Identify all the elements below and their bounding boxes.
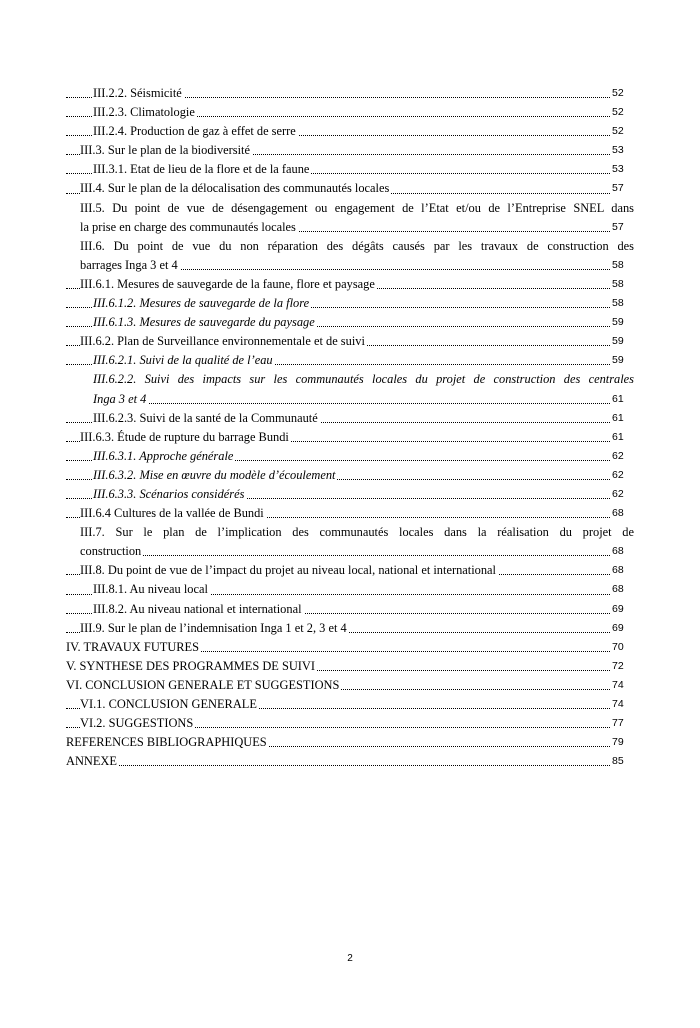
toc-entry[interactable] [66, 733, 634, 752]
toc-entry-title-line2 [80, 218, 612, 237]
toc-entry-title: Inga 3 et 4 [93, 391, 147, 406]
toc-entry[interactable] [66, 580, 634, 599]
toc-entry-page: 58 [611, 275, 634, 294]
toc-entry-page: 58 [611, 294, 634, 313]
toc-entry-title: III.6.3.3. Scénarios considérés [93, 486, 245, 501]
toc-entry-page: 62 [611, 485, 634, 504]
toc-entry-title: III.8.1. Au niveau local [93, 582, 208, 597]
toc-entry[interactable] [66, 275, 634, 294]
toc-entry-title-line1: III.5. Du point de vue de désengagement ou engagement de l’Etat et/ou de l’Entreprise SNEL dans [80, 200, 634, 215]
toc-entry-title: III.6.3. Étude de rupture du barrage Bundi [80, 429, 289, 444]
toc-entry-page: 68 [611, 561, 634, 580]
toc-entry[interactable] [66, 752, 634, 771]
toc-entry-page: 59 [611, 351, 634, 370]
toc-entry[interactable] [66, 447, 634, 466]
toc-entry-page: 61 [611, 428, 634, 447]
toc-entry[interactable] [66, 638, 634, 657]
toc-entry-title: III.6.2. Plan de Surveillance environnementale et de suivi [80, 334, 365, 349]
leader-dots [66, 765, 612, 766]
toc-entry-page: 69 [611, 600, 634, 619]
toc-entry-page: 58 [611, 256, 634, 275]
toc-entry-page: 59 [611, 313, 634, 332]
toc-entry-page: 52 [611, 103, 634, 122]
toc-entry-page: 74 [611, 695, 634, 714]
toc-entry-title: VI.1. CONCLUSION GENERALE [80, 697, 257, 711]
toc-entry[interactable] [66, 504, 634, 523]
leader-dots [80, 555, 612, 556]
toc-entry-page: 61 [611, 390, 634, 409]
toc-entry-title: III.9. Sur le plan de l’indemnisation Inga 1 et 2, 3 et 4 [80, 620, 347, 635]
toc-entry[interactable] [66, 485, 634, 504]
toc-entry[interactable] [66, 122, 634, 141]
toc-entry-title: III.6.4 Cultures de la vallée de Bundi [80, 506, 264, 521]
toc-entry-page: 61 [611, 409, 634, 428]
toc-entry-page: 57 [611, 218, 634, 237]
toc-entry[interactable] [66, 695, 634, 714]
toc-entry[interactable] [66, 600, 634, 619]
toc-entry-page: 59 [611, 332, 634, 351]
toc-entry-page: 74 [611, 676, 634, 695]
toc-entry[interactable] [66, 466, 634, 485]
toc-entry[interactable] [66, 714, 634, 733]
toc-entry-title: IV. TRAVAUX FUTURES [66, 639, 200, 654]
toc-entry-page: 85 [611, 752, 634, 771]
toc-entry-page: 62 [611, 466, 634, 485]
toc-entry[interactable] [66, 141, 634, 160]
toc-entry[interactable] [66, 237, 634, 275]
toc-entry-title: III.3.1. Etat de lieu de la flore et de la faune [93, 162, 310, 177]
toc-entry-title: III.6.3.2. Mise en œuvre du modèle d’écoulement [93, 467, 336, 482]
toc-entry-page: 77 [611, 714, 634, 733]
toc-entry-page: 68 [611, 542, 634, 561]
toc-entry-title: REFERENCES BIBLIOGRAPHIQUES [66, 735, 267, 750]
toc-entry[interactable] [66, 84, 634, 103]
toc-entry-title: III.4. Sur le plan de la délocalisation des communautés locales [80, 181, 390, 196]
toc-entry-page: 53 [611, 160, 634, 179]
toc-entry-title: III.6.1.3. Mesures de sauvegarde du paysage [93, 315, 315, 330]
toc-entry[interactable] [66, 523, 634, 561]
toc-entry-page: 52 [611, 122, 634, 141]
toc-entry-title: V. SYNTHESE DES PROGRAMMES DE SUIVI [66, 658, 315, 673]
toc-entry-title: la prise en charge des communautés locales [80, 219, 296, 234]
toc-entry-title: III.6.1.2. Mesures de sauvegarde de la flore [93, 296, 310, 311]
toc-entry-page: 79 [611, 733, 634, 752]
toc-entry[interactable] [66, 428, 634, 447]
toc-entry-title: III.6.3.1. Approche générale [93, 448, 234, 463]
toc-entry-title: III.8.2. Au niveau national et international [93, 601, 302, 616]
toc-entry[interactable] [66, 561, 634, 580]
toc-entry-page: 69 [611, 619, 634, 638]
toc-entry-title: III.6.2.1. Suivi de la qualité de l’eau [93, 353, 273, 368]
table-of-contents [66, 84, 634, 771]
toc-entry-title: construction [80, 544, 142, 559]
toc-entry-page: 62 [611, 447, 634, 466]
toc-entry-page: 52 [611, 84, 634, 103]
toc-entry-title-line2 [80, 542, 612, 561]
toc-entry-title: III.2.4. Production de gaz à effet de serre [93, 124, 296, 139]
toc-entry[interactable] [66, 409, 634, 428]
toc-entry-page: 53 [611, 141, 634, 160]
toc-entry-page: 72 [611, 657, 634, 676]
toc-entry[interactable] [66, 179, 634, 198]
toc-entry[interactable] [66, 199, 634, 237]
toc-entry-title-line1: III.7. Sur le plan de l’implication des communautés locales dans la réalisation du projet de [80, 525, 634, 540]
toc-entry-title: VI. CONCLUSION GENERALE ET SUGGESTIONS [66, 677, 340, 692]
toc-entry[interactable] [66, 657, 634, 676]
toc-entry-title-line2 [80, 256, 612, 275]
toc-entry-title-line1: III.6.2.2. Suivi des impacts sur les communautés locales du projet de construction des centrales [93, 372, 634, 387]
toc-entry-page: 57 [611, 179, 634, 198]
toc-entry[interactable] [66, 313, 634, 332]
toc-entry[interactable] [66, 351, 634, 370]
toc-entry-title-line2 [93, 390, 612, 409]
toc-entry-title: III.6.1. Mesures de sauvegarde de la faune, flore et paysage [80, 276, 375, 291]
toc-entry[interactable] [66, 160, 634, 179]
toc-entry-title: barrages Inga 3 et 4 [80, 257, 178, 272]
toc-entry-title: III.2.3. Climatologie [93, 105, 195, 120]
toc-entry[interactable] [66, 619, 634, 638]
toc-entry-title: III.3. Sur le plan de la biodiversité [80, 143, 250, 158]
toc-entry[interactable] [66, 332, 634, 351]
toc-entry-page: 68 [611, 504, 634, 523]
toc-entry-title: III.6.2.3. Suivi de la santé de la Communauté [93, 410, 318, 425]
toc-entry-title: III.8. Du point de vue de l’impact du projet au niveau local, national et international [80, 563, 496, 578]
toc-entry-title-line1: III.6. Du point de vue du non réparation des dégâts causés par les travaux de construction des [80, 238, 634, 253]
toc-entry-title: ANNEXE [66, 754, 117, 769]
toc-entry-title: VI.2. SUGGESTIONS [80, 716, 194, 731]
page-number: 2 [347, 953, 353, 964]
leader-dots [93, 403, 612, 404]
toc-entry[interactable] [66, 103, 634, 122]
toc-entry[interactable] [66, 294, 634, 313]
toc-entry-page: 70 [611, 638, 634, 657]
toc-entry-page: 68 [611, 580, 634, 599]
toc-entry-title: III.2.2. Séismicité [93, 86, 182, 100]
toc-entry[interactable] [66, 370, 634, 408]
toc-entry[interactable] [66, 676, 634, 695]
